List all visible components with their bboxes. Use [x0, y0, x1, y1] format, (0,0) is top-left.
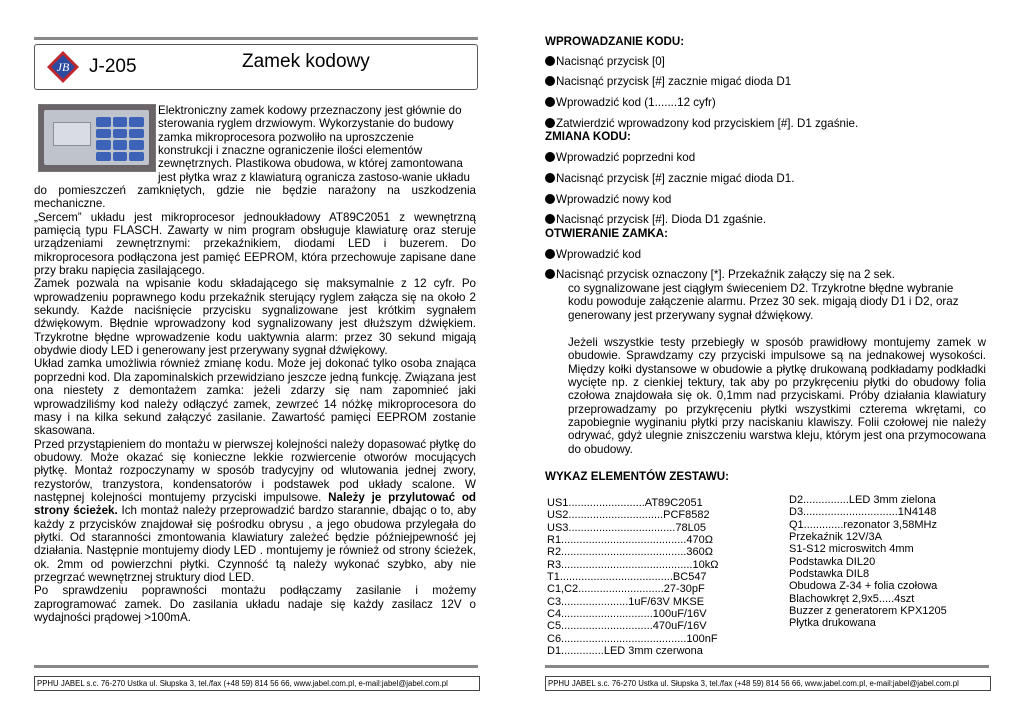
bullet-icon: [545, 173, 555, 183]
step-item: Nacisnąć przycisk oznaczony [*]. Przekaźnik załączy się na 2 sek.: [545, 268, 895, 281]
step-item: Nacisnąć przycisk [0]: [545, 55, 665, 68]
list-item: US1.........................AT89C2051: [547, 497, 703, 509]
list-item: Przekaźnik 12V/3A: [789, 531, 882, 544]
list-item: C5..............................470uF/16V: [547, 620, 707, 633]
svg-text:JB: JB: [56, 60, 70, 74]
paragraph-code: Zamek pozwala na wpisanie kodu składającego się maksymalnie z 12 cyfr. Po wprowadzeniu poprawnego kodu przekaźnik sterujący ryglem załącza się na około 2 sekundy. Każde naciśnięcie przycisku sygnalizowane jest krótkim sygnałem dźwiękowym. Błędnie wprowadzony kod sygnalizowany jest dłuższym dźwiękiem. Trzykrotne błędne wprowadzenie kodu uaktywnia alarm: przez 30 sekund migają obydwie diody LED i generowany jest przerywany sygnał dźwiękowy.: [34, 277, 476, 358]
bullet-icon: [545, 152, 555, 162]
list-item: US3...................................78L05: [547, 521, 706, 534]
list-item: Buzzer z generatorem KPX1205: [789, 605, 947, 618]
bullet-icon: [545, 97, 555, 107]
product-name: Zamek kodowy: [242, 51, 370, 72]
list-item: D2...............LED 3mm zielona: [789, 494, 936, 506]
top-rule: [34, 37, 478, 40]
intro-text: Elektroniczny zamek kodowy przeznaczony jest głównie do sterowania ryglem drzwiowym. Wykorzystanie do budowy zamka mikroprocesora pozwoliło na uproszczenie konstrukcji i znaczne ograniczenie ilości elementów zewnętrznych. Plastikowa obudowa, w której zamontowana jest płytka wraz z klawiaturą ogranicza zastoso-wanie układu: [158, 104, 470, 184]
heading-enter-code: WPROWADZANIE KODU:: [545, 35, 685, 48]
list-item: S1-S12 microswitch 4mm: [789, 543, 914, 556]
list-item: C4..............................100uF/16V: [547, 608, 707, 621]
paragraph-assembly: Przed przystąpieniem do montażu w pierwszej kolejności należy dopasować płytkę do obudowy. Może okazać się konieczne lekkie rozwiercenie otworów mocujących płytkę. Montaż rozpoczynamy w sposób tradycyjny od wlutowania jednej zwory, rezystorów, tranzystora, kondensatorów i podstawek pod układy scalone. W następnej kolejności montujemy przyciski impulsowe. Należy je przylutować od strony ścieżek. Ich montaż należy przeprowadzić bardzo starannie, dbając o to, aby każdy z przycisków znajdował się pośrodku obrysu , a jego obudowa przylegała do płytki. Od staranności zmontowania klawiatury zależeć będzie późniejpewność jej działania. Następnie montujemy diody LED . montujemy je również od strony ścieżek, ok. 2mm od powierzchni płytki. Czynność tą należy wykonać szybko, aby nie przegrzać wewnętrznej struktury diod LED.: [34, 437, 476, 584]
product-code: J-205: [89, 56, 137, 77]
bullet-icon: [545, 249, 555, 259]
footer-left: PPHU JABEL s.c. 76-270 Ustka ul. Słupska 3, tel./fax (+48 59) 814 56 66, www.jabel.com.pl, e-mail:jabel@jabel.com.pl: [34, 676, 480, 691]
list-item: Płytka drukowana: [789, 617, 876, 630]
bottom-rule: [34, 665, 478, 668]
list-item: D3...............................1N4148: [789, 506, 937, 519]
heading-change-code: ZMIANA KODU:: [545, 130, 631, 143]
step-item: Nacisnąć przycisk [#]. Dioda D1 zgaśnie.: [545, 213, 766, 226]
test-paragraph: Jeżeli wszystkie testy przebiegły w sposób prawidłowy montujemy zamek w obudowie. Sprawdzamy czy przyciski impulsowe są na jednakowej wysokości. Między kołki dystansowe w obudowie a płytkę drukowaną podkładamy podkładki wycięte np. z cienkiej tektury, tak aby po przykręceniu płytki do obudowy folia czołowa znajdowała się ok. 0,1mm nad przyciskami. Próby działania klawiatury przeprowadzamy po przykręceniu płytki wszystkimi czterema wkrętami, co zapobiegnie wyginaniu płytki przy naciskaniu klawiszy. Folii czołowej nie należy odrywać, gdyż ulegnie zniszczeniu warstwa kleju, którym jest ona przymocowana do obudowy.: [568, 336, 986, 456]
bullet-icon: [545, 76, 555, 86]
paragraph-intro-cont: do pomieszczeń zamkniętych, gdzie nie będzie narażony na uszkodzenia mechaniczne.: [34, 184, 476, 211]
step-item: Wprowadzić kod: [545, 248, 641, 261]
list-item: Blachowkręt 2,9x5.....4szt: [789, 592, 915, 605]
list-item: R3...........................................10kΩ: [547, 558, 719, 571]
step-item: Wprowadzić nowy kod: [545, 193, 671, 206]
list-item: Podstawka DIL8: [789, 568, 870, 581]
list-item: T1.....................................BC547: [547, 571, 707, 584]
footer-right: PPHU JABEL s.c. 76-270 Ustka ul. Słupska 3, tel./fax (+48 59) 814 56 66, www.jabel.com.pl, e-mail:jabel@jabel.com.pl: [545, 676, 991, 691]
list-item: Podstawka DIL20: [789, 555, 876, 568]
list-item: D1..............LED 3mm czerwona: [547, 645, 703, 658]
parts-list-left: [547, 497, 718, 657]
bullet-icon: [545, 194, 555, 204]
heading-parts-list: WYKAZ ELEMENTÓW ZESTAWU:: [545, 470, 729, 483]
list-item: Q1.............rezonator 3,58MHz: [789, 518, 937, 531]
step-item: Nacisnąć przycisk [#] zacznie migać dioda D1: [545, 75, 791, 88]
parts-list-right: [789, 494, 947, 630]
paragraph-change: Układ zamka umożliwia również zmianę kodu. Może jej dokonać tylko osoba znająca poprzedni kod. Dla zapominalskich przewidziano jeszcze jedną funkcję. Związana jest ona niestety z demontażem zamka: jeżeli zdarzy się nam zapomnieć jaki wprowadziliśmy kod należy odłączyć zamek, zewrzeć 14 nóżkę mikroprocesora do masy i na kilka sekund załączyć zasilanie. Zawartość pamięci EEPROM zostanie skasowana.: [34, 357, 476, 438]
list-item: C6.........................................100nF: [547, 632, 718, 645]
bullet-icon: [545, 269, 555, 279]
jabel-logo-icon: [46, 50, 80, 84]
list-item: C3......................1uF/63V MKSE: [547, 595, 705, 608]
step-item: Zatwierdzić wprowadzony kod przyciskiem [#]. D1 zgaśnie.: [545, 117, 858, 130]
bottom-rule-right: [545, 665, 989, 668]
list-item: C1,C2............................27-30pF: [547, 583, 705, 596]
bullet-icon: [545, 214, 555, 224]
step-item: Wprowadzić kod (1.......12 cyfr): [545, 96, 716, 109]
list-item: R2.........................................360Ω: [547, 546, 713, 559]
bullet-icon: [545, 118, 555, 128]
heading-open-lock: OTWIERANIE ZAMKA:: [545, 227, 669, 240]
list-item: US2...............................PCF8582: [547, 509, 710, 522]
step-item: Wprowadzić poprzedni kod: [545, 151, 695, 164]
open-note: co sygnalizowane jest ciągłym świeceniem D2. Trzykrotne błędne wybranie kodu powoduje załączenie alarmu. Przez 30 sek. migają diody D1 i D2, oraz generowany jest przerywany sygnał dźwiękowy.: [568, 282, 959, 322]
list-item: Obudowa Z-34 + folia czołowa: [789, 580, 938, 593]
step-item: Nacisnąć przycisk [#] zacznie migać dioda D1.: [545, 172, 794, 185]
bullet-icon: [545, 56, 555, 66]
paragraph-heart: „Sercem” układu jest mikroprocesor jednoukładowy AT89C2051 z wewnętrzną pamięcią typu FLASCH. Zawarty w nim program obsługuje klawiaturę oraz steruje urządzeniami zewnętrznymi: przekaźnikiem, diodami LED i buzerem. Do mikroprocesora podłączona jest pamięć EEPROM, która przechowuje zapisane dane przy braku napięcia zasilającego.: [34, 210, 476, 278]
list-item: R1.........................................470Ω: [547, 534, 713, 547]
body-text: [34, 184, 476, 624]
paragraph-power: Po sprawdzeniu poprawności montażu podłączamy zasilanie i możemy zaprogramować zamek. Do zasilania układu nadaje się każdy zasilacz 12V o wydajności prądowej >100mA.: [34, 584, 476, 624]
product-photo: [38, 104, 156, 172]
